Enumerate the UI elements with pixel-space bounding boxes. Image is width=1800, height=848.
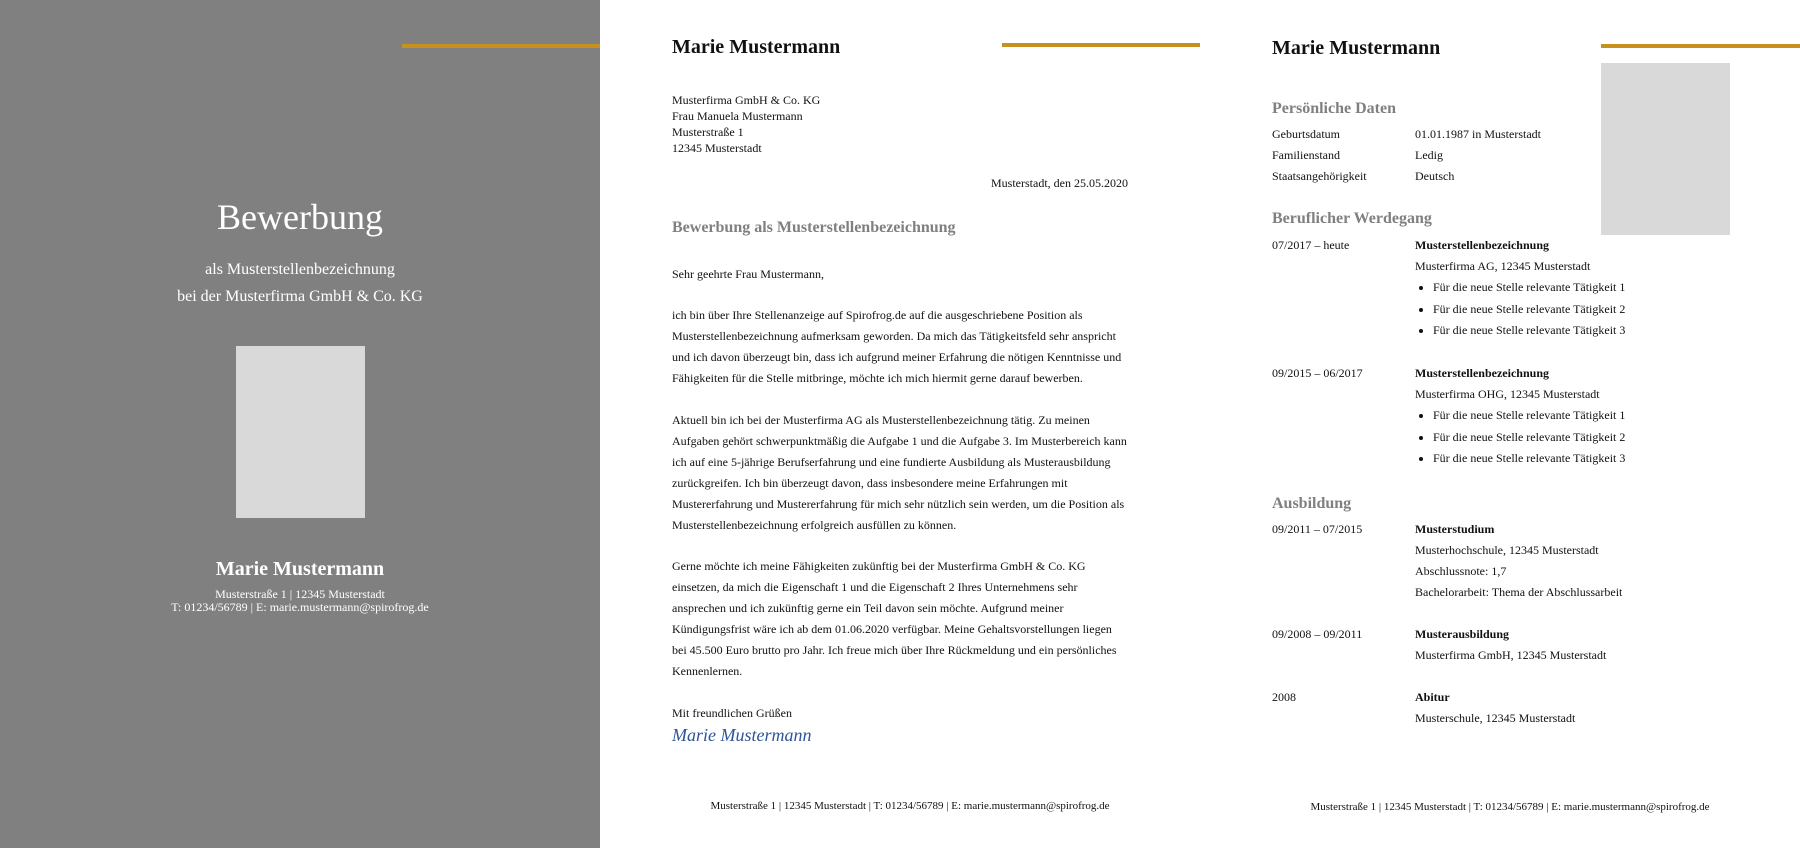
entry-line: Bachelorarbeit: Thema der Abschlussarbeit <box>1415 585 1623 599</box>
entry-period: 09/2008 – 09/2011 <box>1272 627 1363 641</box>
cover-subtitle-line2: bei der Musterfirma GmbH & Co. KG <box>177 288 423 305</box>
entry-line: Abschlussnote: 1,7 <box>1415 564 1507 578</box>
entry-title: Abitur <box>1415 690 1450 704</box>
entry-period: 2008 <box>1272 690 1296 704</box>
letter-header-name: Marie Mustermann <box>672 36 841 58</box>
row-label: Geburtsdatum <box>1272 127 1340 141</box>
cover-name: Marie Mustermann <box>215 558 385 580</box>
cover-contact: T: 01234/56789 | E: marie.mustermann@spirofrog.de <box>171 600 429 614</box>
entry-bullet: • Für die neue Stelle relevante Tätigkeit 3 <box>1433 320 1715 342</box>
entry-line: Musterhochschule, 12345 Musterstadt <box>1415 543 1599 557</box>
signature: Marie Mustermann <box>672 725 812 745</box>
row-label: Familienstand <box>1272 148 1340 162</box>
letter-paragraph: ich bin über Ihre Stellenanzeige auf Spirofrog.de auf die ausgeschriebene Position als Musterstellenbezeichnung aufmerksam geworden. Da mich das Tätigkeitsfeld sehr anspricht und ich davon überzeugt bin, dass ich aufgrund meiner Erfahrung die nötigen Kenntnisse und Fähigkeiten für die Stelle mitbringe, möchte ich mich hiermit gerne darauf bewerben. <box>672 308 1122 385</box>
entry-title: Musterstellenbezeichnung <box>1415 366 1549 380</box>
recipient-line: Musterstraße 1 <box>672 125 744 139</box>
salutation: Sehr geehrte Frau Mustermann, <box>672 267 824 281</box>
cv-page <box>1200 0 1800 848</box>
entry-bullet: • Für die neue Stelle relevante Tätigkeit 1 <box>1433 405 1715 427</box>
closing: Mit freundlichen Grüßen <box>672 706 792 720</box>
cover-title: Bewerbung <box>217 197 383 237</box>
cover-subtitle-line1: als Musterstellenbezeichnung <box>205 261 395 278</box>
row-value: Deutsch <box>1415 169 1455 183</box>
letter-subject: Bewerbung als Musterstellenbezeichnung <box>672 219 956 236</box>
section-heading-personal: Persönliche Daten <box>1272 100 1396 117</box>
entry-line: Musterfirma GmbH, 12345 Musterstadt <box>1415 648 1607 662</box>
entry-org: Musterfirma AG, 12345 Musterstadt <box>1415 259 1591 273</box>
section-heading-education: Ausbildung <box>1272 495 1352 512</box>
cv-footer: Musterstraße 1 | 12345 Musterstadt | T: 01234/56789 | E: marie.mustermann@spirofrog.de <box>1310 801 1710 813</box>
letter-footer: Musterstraße 1 | 12345 Musterstadt | T: 01234/56789 | E: marie.mustermann@spirofrog.de <box>710 800 1110 812</box>
entry-bullet: • Für die neue Stelle relevante Tätigkeit 1 <box>1433 277 1715 299</box>
entry-period: 09/2011 – 07/2015 <box>1272 522 1363 536</box>
entry-period: 07/2017 – heute <box>1272 238 1350 252</box>
entry-period: 09/2015 – 06/2017 <box>1272 366 1363 380</box>
row-value: 01.01.1987 in Musterstadt <box>1415 127 1541 141</box>
entry-org: Musterfirma OHG, 12345 Musterstadt <box>1415 387 1600 401</box>
cover-letter-page <box>600 0 1200 848</box>
entry-title: Musterausbildung <box>1415 627 1510 641</box>
letter-date: Musterstadt, den 25.05.2020 <box>991 176 1128 190</box>
entry-title: Musterstellenbezeichnung <box>1415 238 1549 252</box>
row-label: Staatsangehörigkeit <box>1272 169 1367 183</box>
recipient-line: 12345 Musterstadt <box>672 141 762 155</box>
recipient-line: Frau Manuela Mustermann <box>672 109 803 123</box>
entry-bullet: • Für die neue Stelle relevante Tätigkeit 2 <box>1433 427 1715 449</box>
entry-title: Musterstudium <box>1415 522 1495 536</box>
cover-address: Musterstraße 1 | 12345 Musterstadt <box>215 587 385 601</box>
gold-accent-line <box>402 44 600 48</box>
section-heading-career: Beruflicher Werdegang <box>1272 210 1432 227</box>
cv-header-name: Marie Mustermann <box>1272 37 1441 59</box>
entry-bullet: • Für die neue Stelle relevante Tätigkeit 2 <box>1433 299 1715 321</box>
gold-accent-line <box>1002 43 1200 47</box>
gold-accent-line <box>1601 44 1800 48</box>
row-value: Ledig <box>1415 148 1443 162</box>
letter-paragraph: Aktuell bin ich bei der Musterfirma AG als Musterstellenbezeichnung tätig. Zu meinen Aufgaben gehört schwerpunktmäßig die Aufgabe 1 und die Aufgabe 3. Im Musterbereich kann ich auf eine 5-jährige Berufserfahrung und eine fundierte Ausbildung als Musterausbildung zurückgreifen. Ich bin überzeugt davon, dass insbesondere meine Erfahrungen mit Mustererfahrung und Mustererfahrung für mich sehr nützlich sein werden, um die Position als Musterstellenbezeichnung erfolgreich ausfüllen zu können. <box>672 413 1127 532</box>
entry-bullet: • Für die neue Stelle relevante Tätigkeit 3 <box>1433 448 1715 470</box>
entry-line: Musterschule, 12345 Musterstadt <box>1415 711 1576 725</box>
letter-paragraph: Gerne möchte ich meine Fähigkeiten zukünftig bei der Musterfirma GmbH & Co. KG einsetzen, da mich die Eigenschaft 1 und die Eigenschaft 2 Ihres Unternehmens sehr ansprechen und ich zukünftig gerne ein Teil davon sein möchte. Aufgrund meiner Kündigungsfrist wäre ich ab dem 01.06.2020 verfügbar. Meine Gehaltsvorstellungen liegen bei 45.500 Euro brutto pro Jahr. Ich freue mich über Ihre Rückmeldung und ein persönliches Kennenlernen. <box>672 559 1117 678</box>
recipient-address <box>672 92 820 156</box>
cover-page <box>0 0 600 848</box>
photo-placeholder <box>236 346 365 518</box>
recipient-line: Musterfirma GmbH & Co. KG <box>672 93 821 107</box>
